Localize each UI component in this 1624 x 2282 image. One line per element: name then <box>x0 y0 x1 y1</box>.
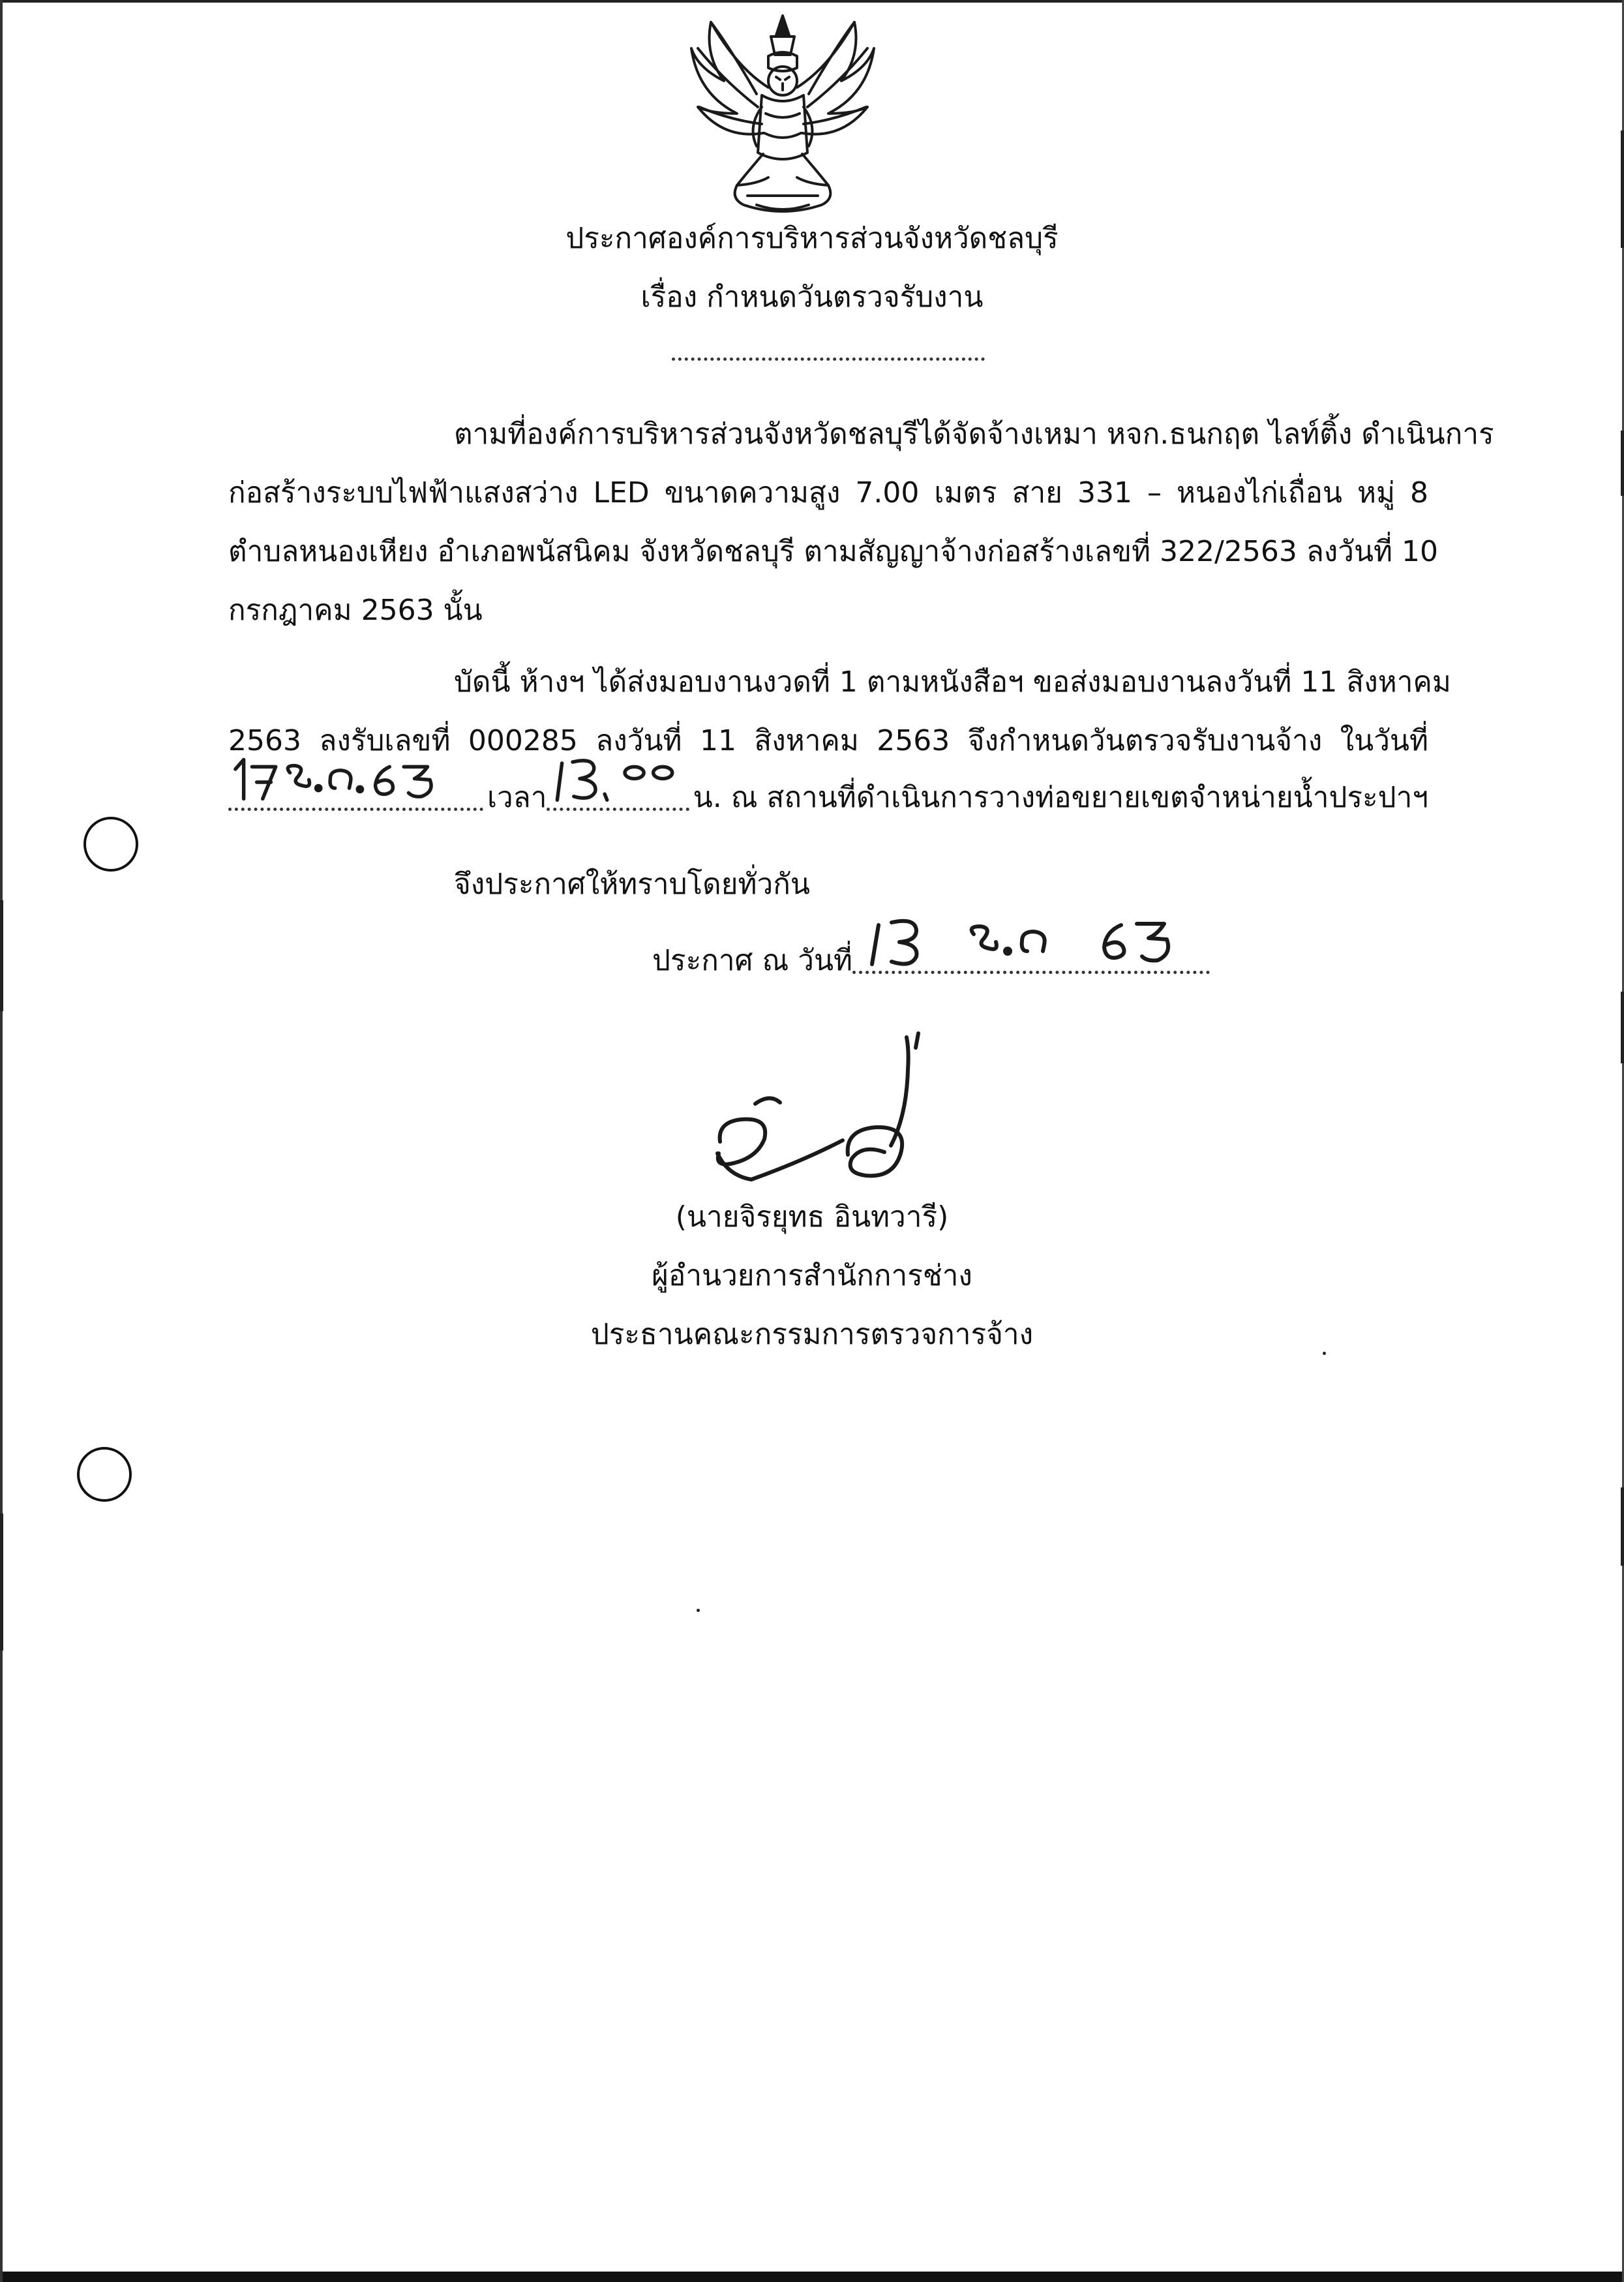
punch-hole <box>83 817 138 872</box>
time-label: เวลา <box>487 781 547 814</box>
signatory-position: ผู้อำนวยการสำนักการช่าง <box>652 1259 972 1292</box>
handwritten-announce-date <box>852 909 1210 968</box>
closing-statement: จึงประกาศให้ทราบโดยทั่วกัน <box>454 868 810 901</box>
paragraph-1-line-2: ก่อสร้างระบบไฟฟ้าแสงสว่าง LED ขนาดความสูง 7.00 เมตร สาย 331 – หนองไก่เถื่อน หมู่ 8 <box>228 476 1428 510</box>
scan-mark-left <box>0 1514 3 1651</box>
inspection-date-field <box>228 762 483 811</box>
document-title: ประกาศองค์การบริหารส่วนจังหวัดชลบุรี <box>565 222 1059 255</box>
handwritten-inspection-date <box>228 746 483 805</box>
scan-mark-right <box>1621 992 1624 1063</box>
document-subject: เรื่อง กำหนดวันตรวจรับงาน <box>640 281 984 314</box>
scan-edge-top <box>0 0 1624 3</box>
scan-speck <box>697 1609 700 1612</box>
paragraph-2-line-2: 2563 ลงรับเลขที่ 000285 ลงวันที่ 11 สิงหาคม 2563 จึงกำหนดวันตรวจรับงานจ้าง ในวันที่ <box>228 724 1428 757</box>
paragraph-1-line-3: ตำบลหนองเหียง อำเภอพนัสนิคม จังหวัดชลบุรี ตามสัญญาจ้างก่อสร้างเลขที่ 322/2563 ลงวันที่ 10 <box>228 535 1439 568</box>
punch-hole <box>77 1447 132 1502</box>
inspection-fill-line <box>228 762 1428 817</box>
paragraph-1-line-4: กรกฎาคม 2563 นั้น <box>228 594 483 627</box>
announce-date-field <box>852 925 1210 974</box>
scan-edge-left <box>0 0 3 2282</box>
announce-date-label: ประกาศ ณ วันที่ <box>652 944 853 977</box>
after-time-text: น. ณ สถานที่ดำเนินการวางท่อขยายเขตจำหน่ายน้ำประปาฯ <box>693 781 1428 814</box>
inspection-time-field <box>547 762 689 811</box>
scan-edge-bottom <box>0 2272 1624 2282</box>
scan-mark-left <box>0 900 3 1011</box>
title-dotted-rule <box>672 358 985 361</box>
paragraph-2-line-1: บัดนี้ ห้างฯ ได้ส่งมอบงานงวดที่ 1 ตามหนังสือฯ ขอส่งมอบงานลงวันที่ 11 สิงหาคม <box>454 665 1451 699</box>
signatory-committee-role: ประธานคณะกรรมการตรวจการจ้าง <box>590 1318 1034 1351</box>
handwritten-inspection-time <box>547 746 689 805</box>
scan-mark-right <box>1621 1487 1624 1566</box>
announce-date-line <box>652 925 1210 981</box>
signatory-name: (นายจิรยุทธ อินทวารี) <box>675 1200 949 1234</box>
garuda-emblem-icon <box>685 9 880 224</box>
scan-mark-right <box>1621 431 1624 496</box>
paragraph-1-line-1: ตามที่องค์การบริหารส่วนจังหวัดชลบุรีได้จัดจ้างเหมา หจก.ธนกฤต ไลท์ติ้ง ดำเนินการ <box>454 418 1494 451</box>
handwritten-signature <box>691 1031 978 1226</box>
